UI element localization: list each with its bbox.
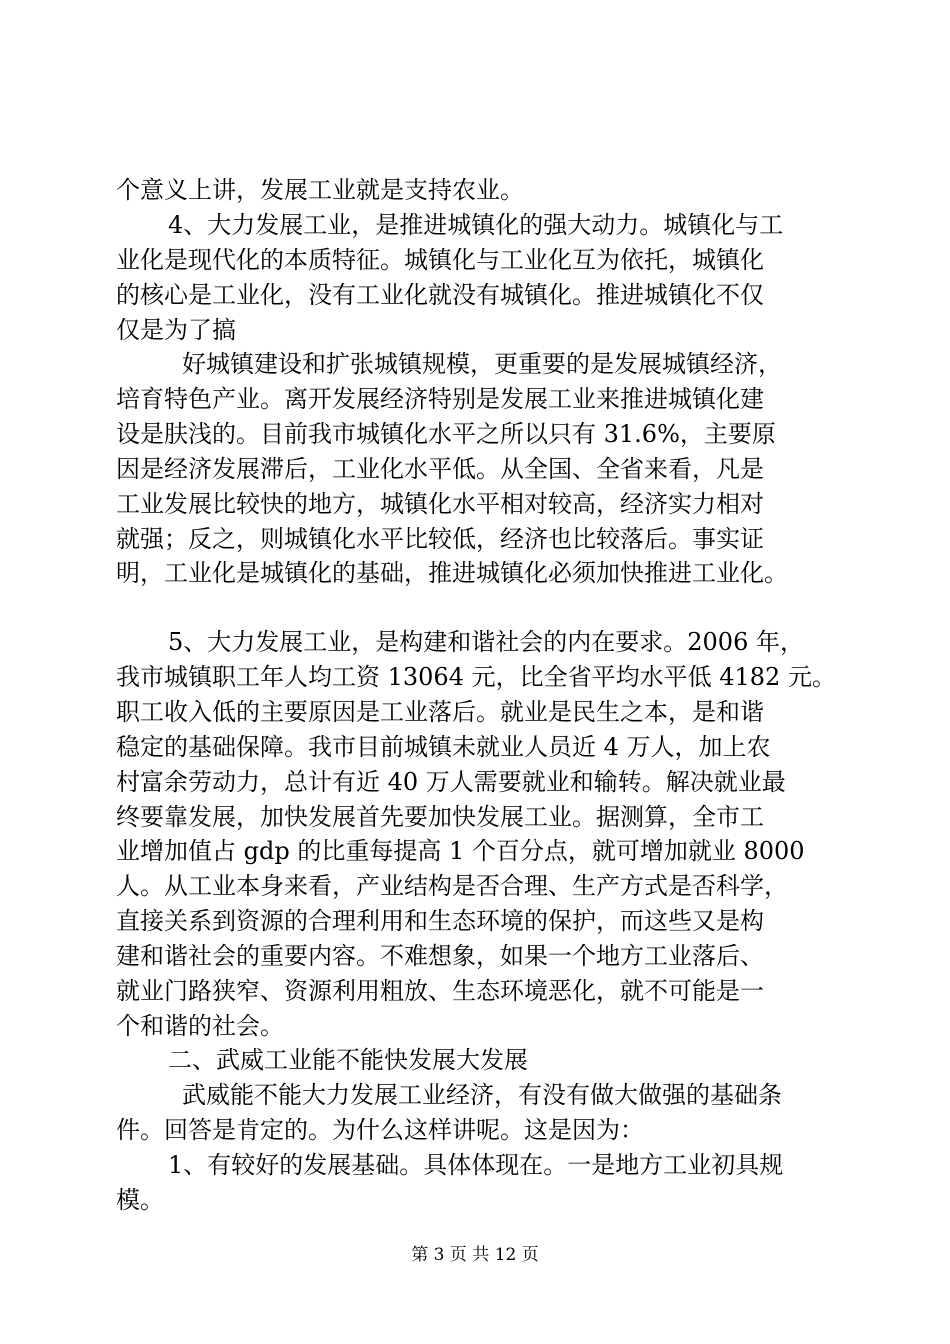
body-line: 工业发展比较快的地方，城镇化水平相对较高，经济实力相对 — [116, 490, 764, 518]
page-footer: 第 3 页 共 12 页 — [411, 1245, 539, 1265]
body-line: 因是经济发展滞后，工业化水平低。从全国、全省来看，凡是 — [116, 455, 764, 483]
body-line: 培育特色产业。离开发展经济特别是发展工业来推进城镇化建 — [116, 385, 764, 413]
body-line: 就强；反之，则城镇化水平比较低，经济也比较落后。事实证 — [116, 525, 764, 553]
body-line: 明，工业化是城镇化的基础，推进城镇化必须加快推进工业化。 — [116, 559, 788, 587]
body-line: 稳定的基础保障。我市目前城镇未就业人员近 4 万人，加上农 — [116, 733, 771, 761]
body-line: 5、大力发展工业，是构建和谐社会的内在要求。2006 年， — [168, 628, 804, 656]
body-line: 我市城镇职工年人均工资 13064 元，比全省平均水平低 4182 元。 — [116, 663, 836, 691]
body-line: 武威能不能大力发展工业经济，有没有做大做强的基础条 — [182, 1081, 782, 1109]
body-line: 村富余劳动力，总计有近 40 万人需要就业和输转。解决就业最 — [116, 768, 786, 796]
body-line: 业增加值占 gdp 的比重每提高 1 个百分点，就可增加就业 8000 — [116, 837, 805, 865]
body-line: 直接关系到资源的合理利用和生态环境的保护，而这些又是构 — [116, 907, 764, 935]
body-line: 1、有较好的发展基础。具体体现在。一是地方工业初具规 — [168, 1151, 784, 1179]
body-line: 建和谐社会的重要内容。不难想象，如果一个地方工业落后、 — [116, 942, 764, 970]
body-line: 模。 — [116, 1186, 164, 1214]
body-line: 件。回答是肯定的。为什么这样讲呢。这是因为： — [116, 1116, 644, 1144]
body-line: 就业门路狭窄、资源利用粗放、生态环境恶化，就不可能是一 — [116, 977, 764, 1005]
body-line: 仅是为了搞 — [116, 316, 236, 344]
body-line: 人。从工业本身来看，产业结构是否合理、生产方式是否科学， — [116, 872, 788, 900]
body-line: 业化是现代化的本质特征。城镇化与工业化互为依托，城镇化 — [116, 246, 764, 274]
section-heading: 二、武威工业能不能快发展大发展 — [168, 1046, 528, 1074]
body-line: 个和谐的社会。 — [116, 1012, 284, 1040]
body-line: 设是肤浅的。目前我市城镇化水平之所以只有 31.6%，主要原 — [116, 420, 776, 448]
body-line: 的核心是工业化，没有工业化就没有城镇化。推进城镇化不仅 — [116, 281, 764, 309]
body-line: 4、大力发展工业，是推进城镇化的强大动力。城镇化与工 — [168, 211, 784, 239]
body-line: 好城镇建设和扩张城镇规模，更重要的是发展城镇经济， — [182, 350, 782, 378]
body-line: 职工收入低的主要原因是工业落后。就业是民生之本，是和谐 — [116, 698, 764, 726]
body-line: 终要靠发展，加快发展首先要加快发展工业。据测算，全市工 — [116, 803, 764, 831]
body-line: 个意义上讲，发展工业就是支持农业。 — [116, 176, 524, 204]
